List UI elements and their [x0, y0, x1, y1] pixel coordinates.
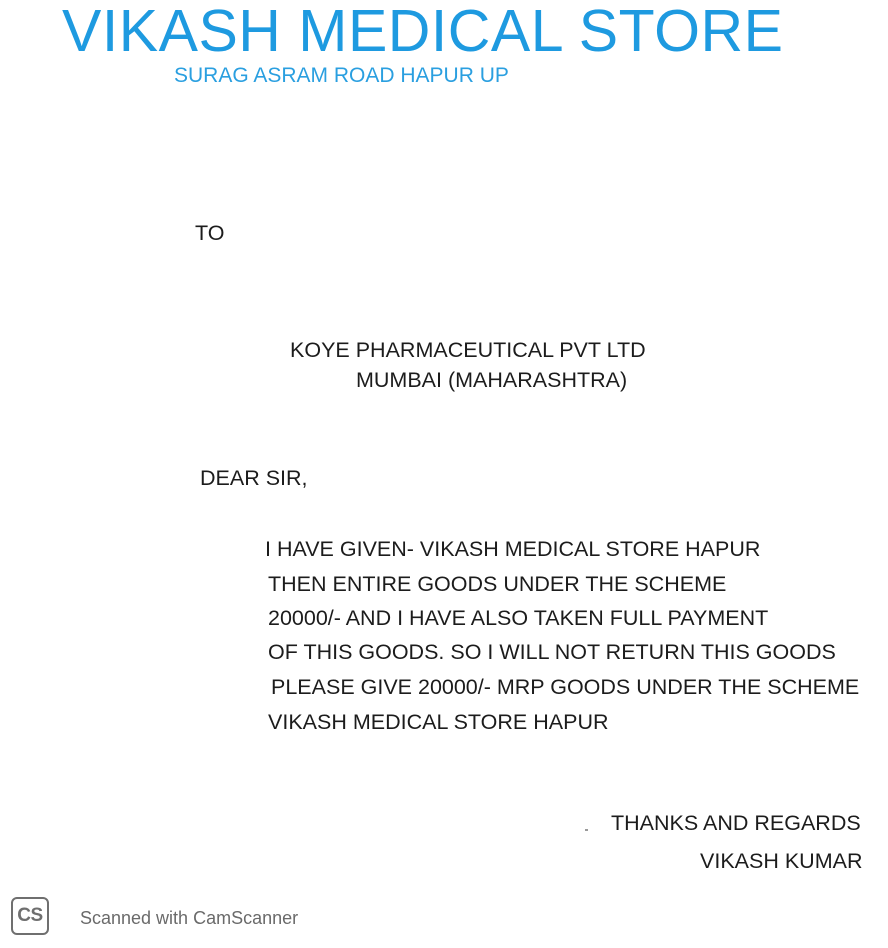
- recipient-city: MUMBAI (MAHARASHTRA): [356, 368, 628, 392]
- recipient-name: KOYE PHARMACEUTICAL PVT LTD: [290, 338, 646, 362]
- store-name-heading: VIKASH MEDICAL STORE: [62, 0, 784, 64]
- camscanner-logo-icon: CS: [11, 897, 49, 935]
- body-line: I HAVE GIVEN- VIKASH MEDICAL STORE HAPUR: [265, 537, 761, 561]
- to-label: TO: [195, 221, 225, 245]
- body-line: THEN ENTIRE GOODS UNDER THE SCHEME: [268, 572, 727, 596]
- body-line: PLEASE GIVE 20000/- MRP GOODS UNDER THE SCHEME: [271, 675, 860, 699]
- salutation: DEAR SIR,: [200, 466, 308, 490]
- closing-line: THANKS AND REGARDS: [611, 811, 861, 835]
- body-line: OF THIS GOODS. SO I WILL NOT RETURN THIS GOODS: [268, 640, 836, 664]
- signer-name: VIKASH KUMAR: [700, 849, 863, 873]
- store-address: SURAG ASRAM ROAD HAPUR UP: [174, 64, 509, 87]
- body-line: VIKASH MEDICAL STORE HAPUR: [268, 710, 609, 734]
- scanner-watermark: Scanned with CamScanner: [80, 908, 299, 928]
- scan-speck: [585, 829, 588, 831]
- body-line: 20000/- AND I HAVE ALSO TAKEN FULL PAYMENT: [268, 606, 769, 630]
